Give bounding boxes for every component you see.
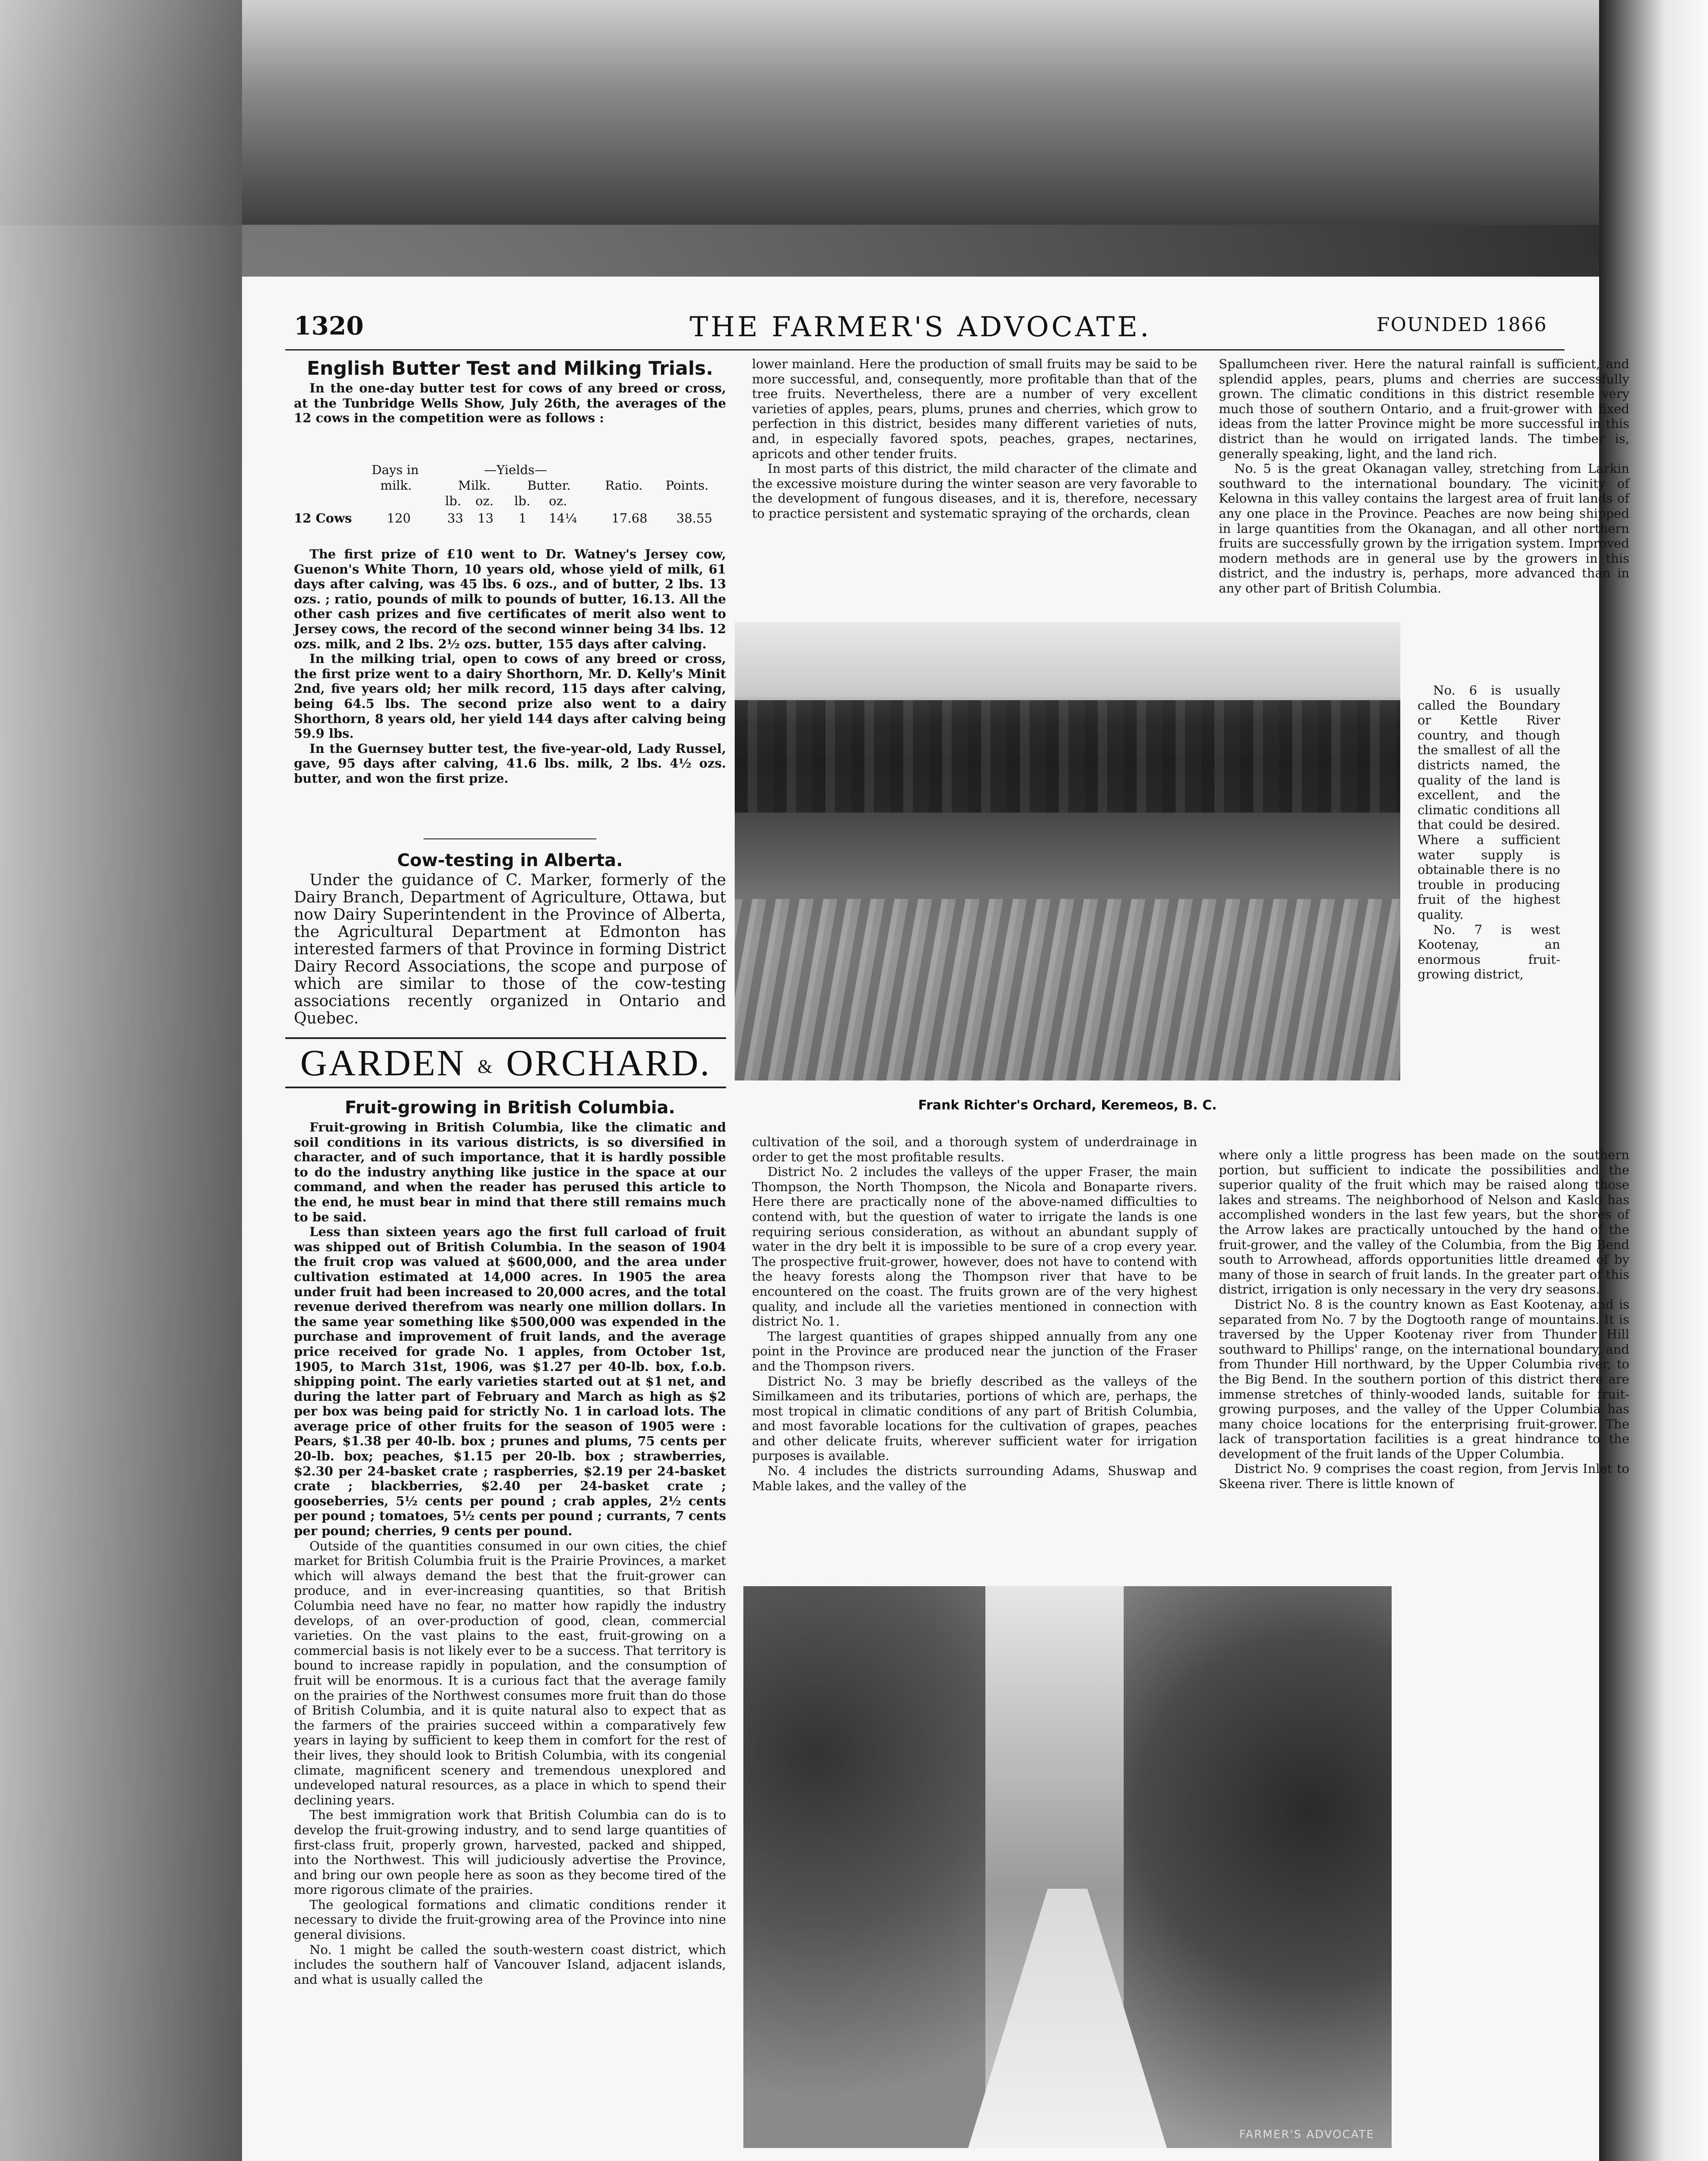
apple-trees-photo — [743, 1586, 1392, 2148]
table-milk-oz: 13 — [478, 511, 494, 526]
orchard-photo — [735, 622, 1400, 1080]
butter-test-intro: In the one-day butter test for cows of any breed or cross, at the Tunbridge Wells Show, July 26th, the averages of the 12 cows in the competition were as follows : — [294, 381, 726, 426]
table-points-header: Points. — [666, 478, 709, 493]
fruit-column-3-narrow — [1418, 683, 1560, 982]
table-yields-header: —Yields— — [484, 462, 547, 477]
header-rule — [285, 349, 1565, 351]
paragraph: In the Guernsey butter test, the five-year-old, Lady Russel, gave, 95 days after calving, 41.6 lbs. milk, 2 lbs. 4½ ozs. butter, and won the first prize. — [294, 741, 726, 786]
masthead: THE FARMER'S ADVOCATE. — [689, 311, 1152, 343]
fruit-growing-headline: Fruit-growing in British Columbia. — [344, 1098, 676, 1118]
table-unit-oz: oz. — [549, 494, 567, 508]
paragraph: In the milking trial, open to cows of any breed or cross, the first prize went to a dairy Shorthorn, Mr. D. Kelly's Minit 2nd, five years old; her milk record, 115 days after calving, being 64.5 lbs. The second prize also went to a dairy Shorthorn, 8 years old, her yield 144 days after calving being 59.9 lbs. — [294, 651, 726, 741]
paragraph: The largest quantities of grapes shipped annually from any one point in the Province are produced near the junction of the Fraser and the Thompson rivers. — [752, 1329, 1197, 1374]
cow-testing-body: Under the guidance of C. Marker, formerly of the Dairy Branch, Department of Agriculture, Ottawa, but now Dairy Superintendent in the Province of Alberta, the Agricultural Department at Edmonton has interested farmers of that Province in forming District Dairy Record Associations, the scope and purpose of which are similar to those of the cow-testing associations recently organized in Ontario and Quebec. — [294, 871, 726, 1027]
table-days-value: 120 — [387, 511, 411, 526]
photo-trees-left — [743, 1586, 985, 2148]
article-divider — [424, 838, 596, 839]
orchard-photo-caption: Frank Richter's Orchard, Keremeos, B. C. — [918, 1098, 1217, 1113]
table-ratio-header: Ratio. — [605, 478, 643, 493]
paragraph: lower mainland. Here the production of small fruits may be said to be more successful, and, consequently, more profitable than that of the tree fruits. Nevertheless, there are a number of very excellent varieties of apples, pears, plums, prunes and cherries, which grow to perfection in this district, besides many different varieties of nuts, and, in especially favored spots, peaches, grapes, nectarines, apricots and other tender fruits. — [752, 357, 1197, 461]
fruit-column-2-top — [752, 357, 1197, 521]
table-days-header: Days in — [372, 462, 419, 477]
paragraph: where only a little progress has been made on the southern portion, but sufficient to indicate the possibilities and the superior quality of the fruit which may be raised along those lakes and streams. The neighborhood of Nelson and Kaslo has accomplished wonders in the last few years, but the shores of the Arrow lakes are practically untouched by the hand of the fruit-grower, and the valley of the Columbia, from the Big Bend south to Arrowhead, affords opportunities little dreamed of by many of those in search of fruit lands. In the greater part of this district, irrigation is only necessary in the very dry seasons. — [1219, 1147, 1629, 1297]
paragraph: District No. 9 comprises the coast region, from Jervis Inlet to Skeena river. There is little known of — [1219, 1461, 1629, 1492]
table-unit-lb: lb. — [514, 494, 531, 508]
paragraph: No. 1 might be called the south-western coast district, which includes the southern half of Vancouver Island, adjacent islands, and what is usually called the — [294, 1942, 726, 1987]
photo-signature: FARMER'S ADVOCATE — [1239, 2128, 1374, 2141]
paragraph: The geological formations and climatic conditions render it necessary to divide the fruit-growing area of the Province into nine general divisions. — [294, 1897, 726, 1942]
section-title-left: GARDEN — [300, 1042, 466, 1084]
section-title-ornament: & — [478, 1056, 494, 1077]
photo-trees-right — [1124, 1586, 1392, 2148]
cow-testing-headline: Cow-testing in Alberta. — [397, 851, 623, 870]
paragraph: Less than sixteen years ago the first full carload of fruit was shipped out of British Columbia. In the season of 1904 the fruit crop was valued at $600,000, and the area under cultivation estimated at 14,000 acres. In 1905 the area under fruit had been increased to 20,000 acres, and the total revenue derived therefrom was nearly one million dollars. In the same year something like $500,000 was expended in the purchase and improvement of fruit lands, and the average price received for grade No. 1 apples, from October 1st, 1905, to March 31st, 1906, was $1.27 per 40-lb. box, f.o.b. shipping point. The early varieties started out at $1 net, and during the latter part of February and March as high as $2 per box was being paid for strictly No. 1 in carload lots. The average price of other fruits for the season of 1905 were : Pears, $1.38 per 40-lb. box ; prunes and plums, 75 cents per 20-lb. box; peaches, $1.15 per 20-lb. box ; strawberries, $2.30 per 24-basket crate ; raspberries, $2.19 per 24-basket crate ; blackberries, $2.40 per 24-basket crate ; gooseberries, 5½ cents per pound ; crab apples, 2½ cents per pound ; tomatoes, 5½ cents per pound ; currants, 7 cents per pound; cherries, 9 cents per pound. — [294, 1224, 726, 1539]
garden-orchard-section-title — [285, 1037, 726, 1088]
paragraph: Outside of the quantities consumed in our own cities, the chief market for British Columbia fruit is the Prairie Provinces, a market which will always demand the best that the fruit-grower can produce, and in ever-increasing quantities, so that British Columbia need have no fear, no matter how rapidly the industry develops, of an over-production of good, clean, commercial varieties. On the vast plains to the east, fruit-growing on a commercial basis is not likely ever to be a success. That territory is bound to increase rapidly in population, and the consumption of fruit will be enormous. It is a curious fact that the average family on the prairies of the Northwest consumes more fruit than do those of British Columbia, and it is quite natural also to expect that as the farmers of the prairies succeed within a comparatively few years in laying by sufficient to keep them in comfort for the rest of their lives, they should look to British Columbia, with its congenial climate, magnificent scenery and tremendous unexplored and undeveloped natural resources, as a place in which to spend their declining years. — [294, 1538, 726, 1807]
cow-testing-article — [294, 849, 726, 1027]
photo-ground — [735, 899, 1400, 1080]
paragraph: In most parts of this district, the mild character of the climate and the excessive moisture during the winter season are very favorable to the development of fungous diseases, and it is, therefore, necessary to practice persistent and systematic spraying of the orchards, clean — [752, 461, 1197, 521]
newspaper-page — [242, 277, 1629, 2161]
table-unit-lb: lb. — [445, 494, 462, 508]
paragraph: Spallumcheen river. Here the natural rainfall is sufficient, and splendid apples, pears, plums and cherries are successfully grown. The climatic conditions in this district resemble very much those of southern Ontario, and a fruit-grower with fixed ideas from the latter Province might be more successful in this district than he would on irrigated lands. The timber is, generally speaking, light, and the land rich. — [1219, 357, 1629, 461]
table-milk-lb: 33 — [447, 511, 463, 526]
table-butter-header: Butter. — [527, 478, 571, 493]
paragraph: Fruit-growing in British Columbia, like the climatic and soil conditions in its various districts, is so diversified in character, and of such importance, that it is hardly possible to do the industry anything like justice in the space at our command, and when the reader has perused this article to the end, he must bear in mind that there still remains much to be said. — [294, 1120, 726, 1224]
page-header — [294, 311, 1547, 346]
paragraph: No. 7 is west Kootenay, an enormous fruit-growing district, — [1418, 922, 1560, 982]
paragraph: No. 6 is usually called the Boundary or Kettle River country, and though the smallest of all the districts named, the quality of the land is excellent, and the climatic conditions all that could be desired. Where a sufficient water supply is obtainable there is no trouble in producing fruit of the highest quality. — [1418, 683, 1560, 922]
scan-right-margin — [1599, 0, 1708, 2161]
paragraph: District No. 8 is the country known as East Kootenay, and is separated from No. 7 by the Dogtooth range of mountains. It is traversed by the Upper Kootenay river from Thunder Hill southward to Phillips' range, on the international boundary, and from Thunder Hill northward, by the Upper Columbia river, to the Big Bend. In the southern portion of this district there are immense stretches of thinly-wooded lands, suitable for fruit-growing purposes, and the valley of the Upper Columbia has many choice locations for the enterprising fruit-grower. The lack of transportation facilities is a great hindrance to the development of the fruit lands of the Upper Columbia. — [1219, 1297, 1629, 1461]
fruit-growing-article — [294, 1096, 726, 1987]
paragraph: District No. 2 includes the valleys of the upper Fraser, the main Thompson, the North Thompson, the Nicola and Bonaparte rivers. Here there are practically none of the above-named difficulties to contend with, but the question of water to irrigate the lands is one requiring serious consideration, as without an abundant supply of water in the dry belt it is impossible to be sure of a crop every year. The prospective fruit-grower, however, does not have to contend with the heavy forests along the Thompson river that have to be encountered on the coast. The fruits grown are of the very highest quality, and include all the varieties mentioned in connection with district No. 1. — [752, 1164, 1197, 1329]
fruit-column-3-top — [1219, 357, 1629, 596]
paragraph: District No. 3 may be briefly described as the valleys of the Similkameen and its tributaries, portions of which are, perhaps, the most tropical in climatic conditions of any part of British Columbia, and most favorable locations for the cultivation of grapes, peaches and other delicate fruits, wherever sufficient water for irrigation purposes is available. — [752, 1374, 1197, 1463]
table-days-sub: milk. — [380, 478, 412, 493]
paragraph: No. 4 includes the districts surrounding Adams, Shuswap and Mable lakes, and the valley of the — [752, 1463, 1197, 1493]
fruit-column-3-mid — [1219, 1147, 1629, 1492]
fruit-column-2-mid — [752, 1135, 1197, 1493]
scan-top-margin — [0, 0, 1708, 225]
photo-treeline — [735, 700, 1400, 813]
table-row-label: 12 Cows — [294, 511, 352, 526]
page-number: 1320 — [294, 311, 364, 341]
table-unit-oz: oz. — [475, 494, 494, 508]
butter-test-body — [294, 547, 726, 786]
table-butter-lb: 1 — [519, 511, 527, 526]
table-butter-oz: 14¼ — [549, 511, 577, 526]
paragraph: The best immigration work that British Columbia can do is to develop the fruit-growing industry, and to send large quantities of first-class fruit, properly grown, harvested, packed and shipped, into the Northwest. This will judiciously advertise the Province, and bring our own people here as soon as they become tired of the more rigorous climate of the prairies. — [294, 1807, 726, 1897]
butter-test-table — [294, 462, 726, 532]
butter-test-headline: English Butter Test and Milking Trials. — [306, 357, 714, 379]
butter-test-article — [294, 357, 726, 426]
table-ratio-value: 17.68 — [612, 511, 648, 526]
section-title-right: ORCHARD. — [506, 1042, 711, 1084]
paragraph: cultivation of the soil, and a thorough system of underdrainage in order to get the most profitable results. — [752, 1135, 1197, 1164]
table-points-value: 38.55 — [676, 511, 713, 526]
paragraph: No. 5 is the great Okanagan valley, stretching from Larkin southward to the international boundary. The vicinity of Kelowna in this valley contains the largest area of fruit lands of any one place in the Province. Peaches are now being shipped in large quantities from the Okanagan, and all other northern fruits are successfully grown by the irrigation system. Improved modern methods are in general use by the growers in this district, and the industry is, perhaps, more advanced than in any other part of British Columbia. — [1219, 461, 1629, 596]
founded-date: FOUNDED 1866 — [1377, 314, 1547, 336]
table-milk-header: Milk. — [458, 478, 491, 493]
scan-left-margin — [0, 0, 242, 2161]
paragraph: The first prize of £10 went to Dr. Watney's Jersey cow, Guenon's White Thorn, 10 years old, whose yield of milk, 61 days after calving, was 45 lbs. 6 ozs., and of butter, 2 lbs. 13 ozs. ; ratio, pounds of milk to pounds of butter, 16.13. All the other cash prizes and five certificates of merit also went to Jersey cows, the record of the second winner being 34 lbs. 12 ozs. milk, and 2 lbs. 2½ ozs. butter, 155 days after calving. — [294, 547, 726, 651]
